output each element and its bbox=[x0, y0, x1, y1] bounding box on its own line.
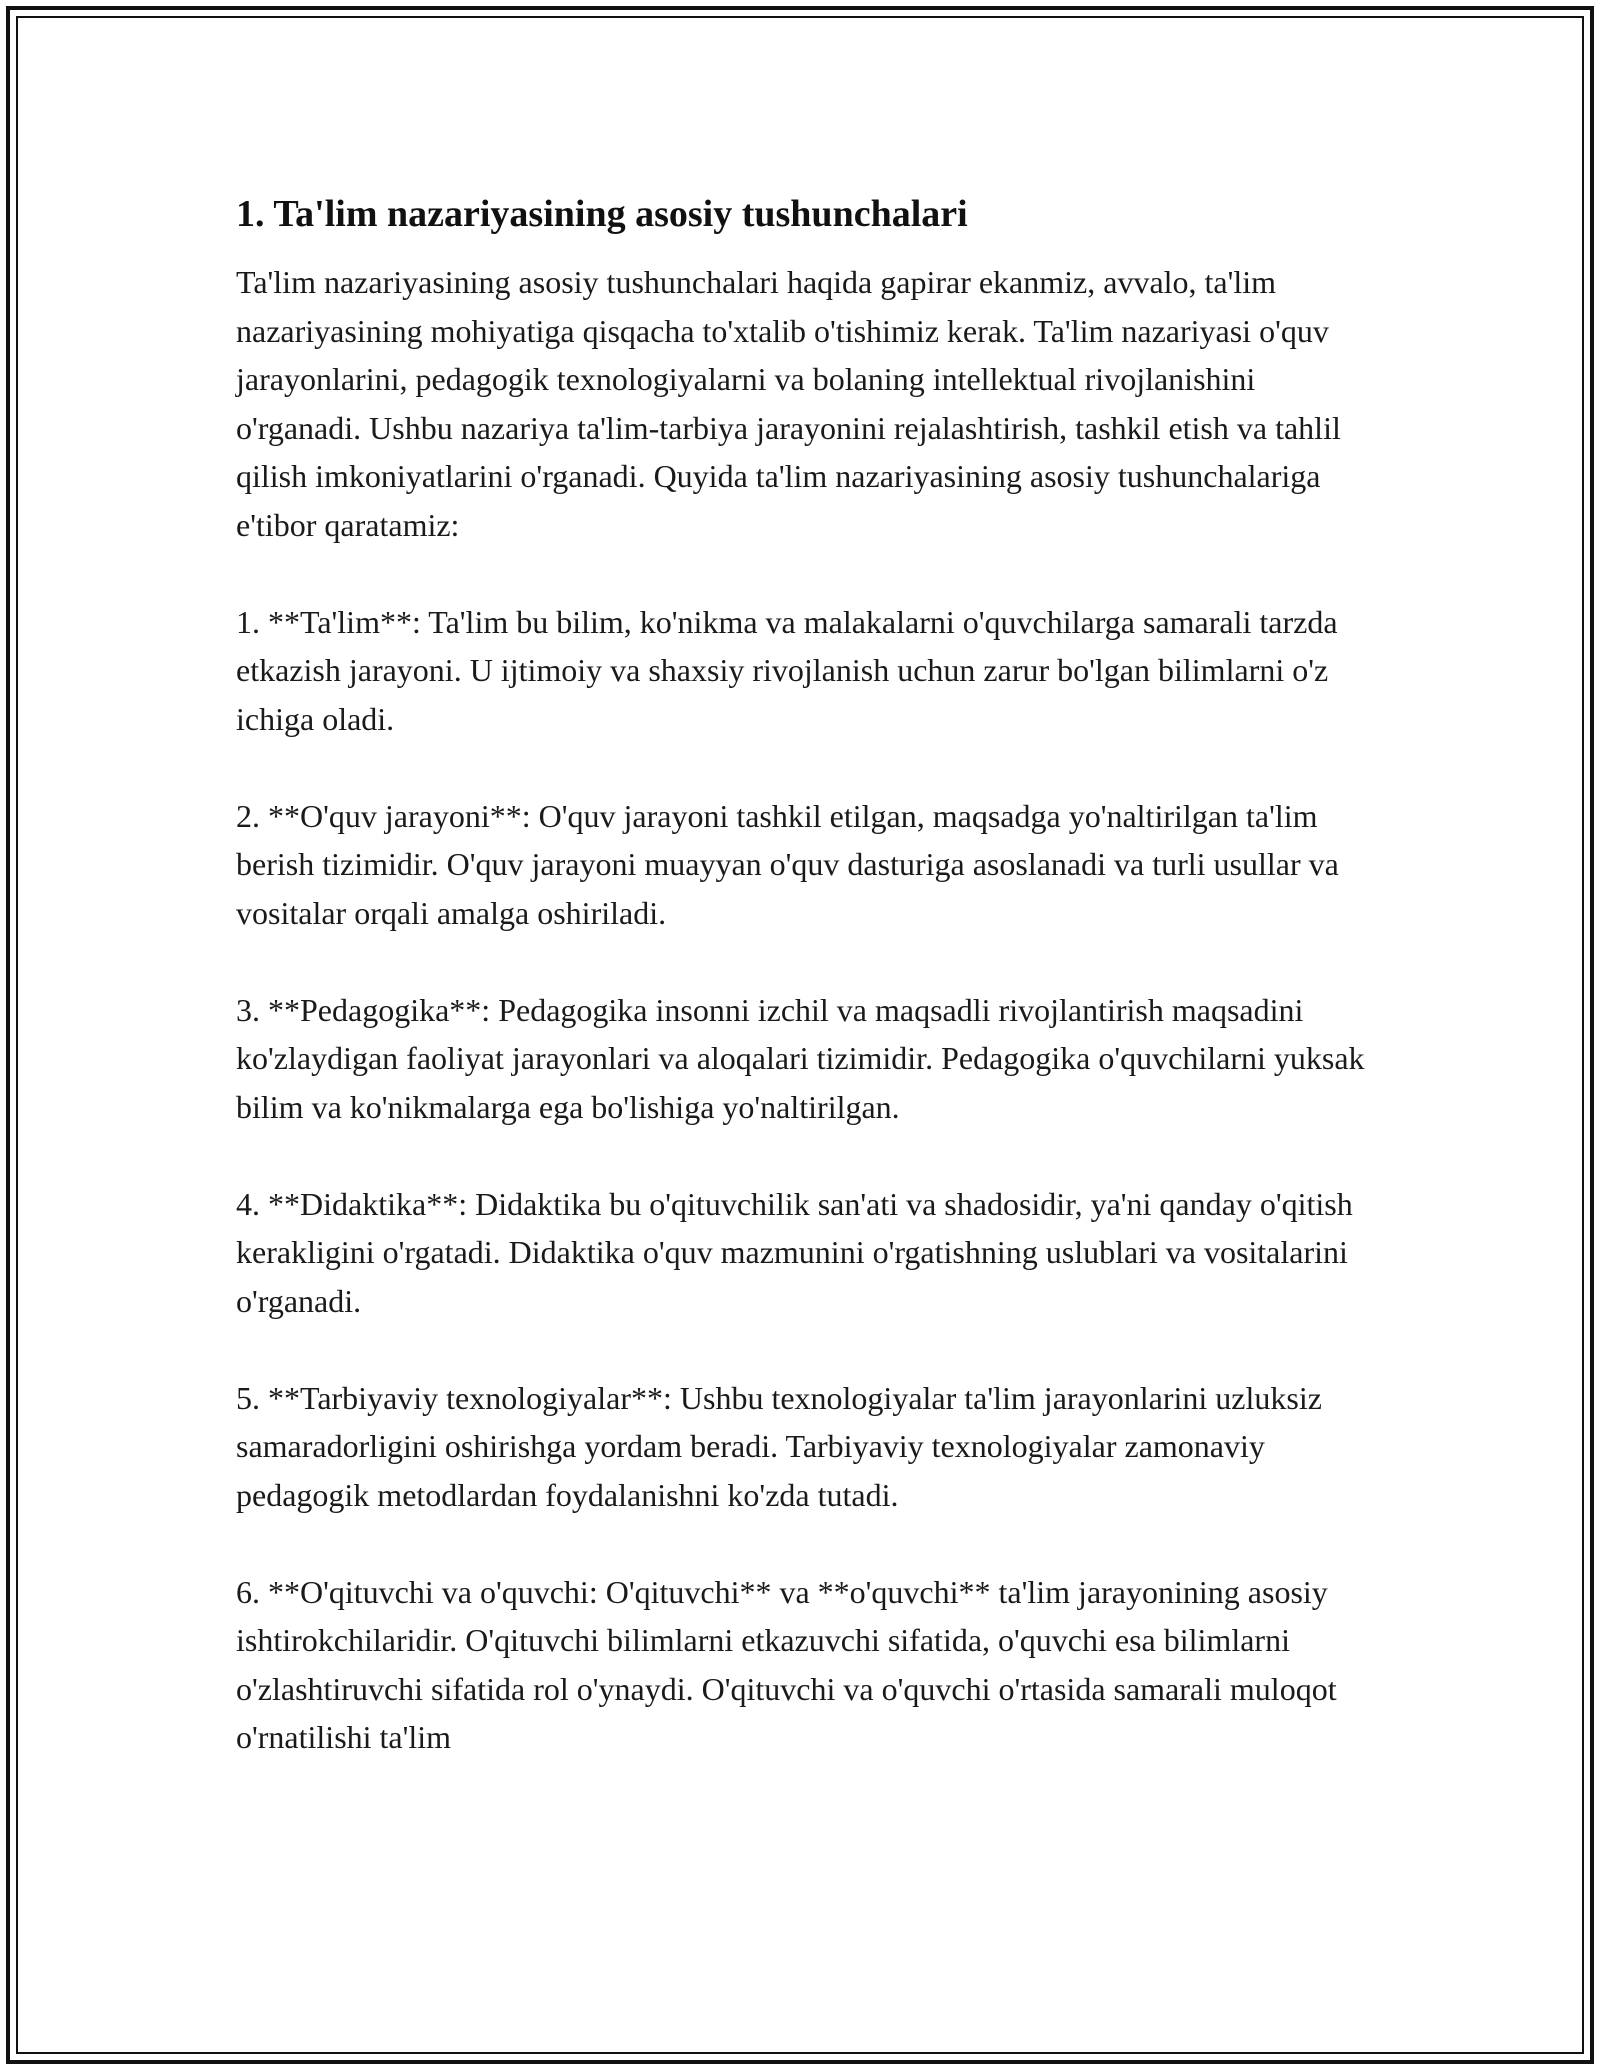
item-tarbiyaviy-texnologiyalar-paragraph: 5. **Tarbiyaviy texnologiyalar**: Ushbu texnologiyalar ta'lim jarayonlarini uzluksiz samaradorligini oshirishga yordam beradi. Tarbiyaviy texnologiyalar zamonaviy pedagogik metodlardan foydalanishni ko'zda tutadi. bbox=[236, 1379, 1322, 1513]
section-heading: 1. Ta'lim nazariyasining asosiy tushunchalari bbox=[236, 193, 968, 235]
intro-paragraph: Ta'lim nazariyasining asosiy tushunchalari haqida gapirar ekanmiz, avvalo, ta'lim nazariyasining mohiyatiga qisqacha to'xtalib o'tishimiz kerak. Ta'lim nazariyasi o'quv jarayonlarini, pedagogik texnologiyalarni va bolaning intellektual rivojlanishini o'rganadi. Ushbu nazariya ta'lim-tarbiya jarayonini rejalashtirish, tashkil etish va tahlil qilish imkoniyatlarini o'rganadi. Quyida ta'lim nazariyasining asosiy tushunchalariga e'tibor qaratamiz: bbox=[236, 264, 1341, 543]
document-body bbox=[236, 190, 1376, 1762]
item-pedagogika-paragraph: 3. **Pedagogika**: Pedagogika insonni izchil va maqsadli rivojlantirish maqsadini ko'zlaydigan faoliyat jarayonlari va aloqalari tizimidir. Pedagogika o'quvchilarni yuksak bilim va ko'nikmalarga ega bo'lishiga yo'naltirilgan. bbox=[236, 991, 1365, 1125]
item-didaktika-paragraph: 4. **Didaktika**: Didaktika bu o'qituvchilik san'ati va shadosidir, ya'ni qanday o'qitish kerakligini o'rgatadi. Didaktika o'quv mazmunini o'rgatishning uslublari va vositalarini o'rganadi. bbox=[236, 1185, 1353, 1319]
item-oqituvchi-oquvchi-paragraph: 6. **O'qituvchi va o'quvchi: O'qituvchi** va **o'quvchi** ta'lim jarayonining asosiy ishtirokchilaridir. O'qituvchi bilimlarni etkazuvchi sifatida, o'quvchi esa bilimlarni o'zlashtiruvchi sifatida rol o'ynaydi. O'qituvchi va o'quvchi o'rtasida samarali muloqot o'rnatilishi ta'lim bbox=[236, 1573, 1337, 1755]
item-talim-paragraph: 1. **Ta'lim**: Ta'lim bu bilim, ko'nikma va malakalarni o'quvchilarga samarali tarzda etkazish jarayoni. U ijtimoiy va shaxsiy rivojlanish uchun zarur bo'lgan bilimlarni o'z ichiga oladi. bbox=[236, 603, 1338, 737]
item-oquv-jarayoni-paragraph: 2. **O'quv jarayoni**: O'quv jarayoni tashkil etilgan, maqsadga yo'naltirilgan ta'lim berish tizimidir. O'quv jarayoni muayyan o'quv dasturiga asoslanadi va turli usullar va vositalar orqali amalga oshiriladi. bbox=[236, 797, 1339, 931]
